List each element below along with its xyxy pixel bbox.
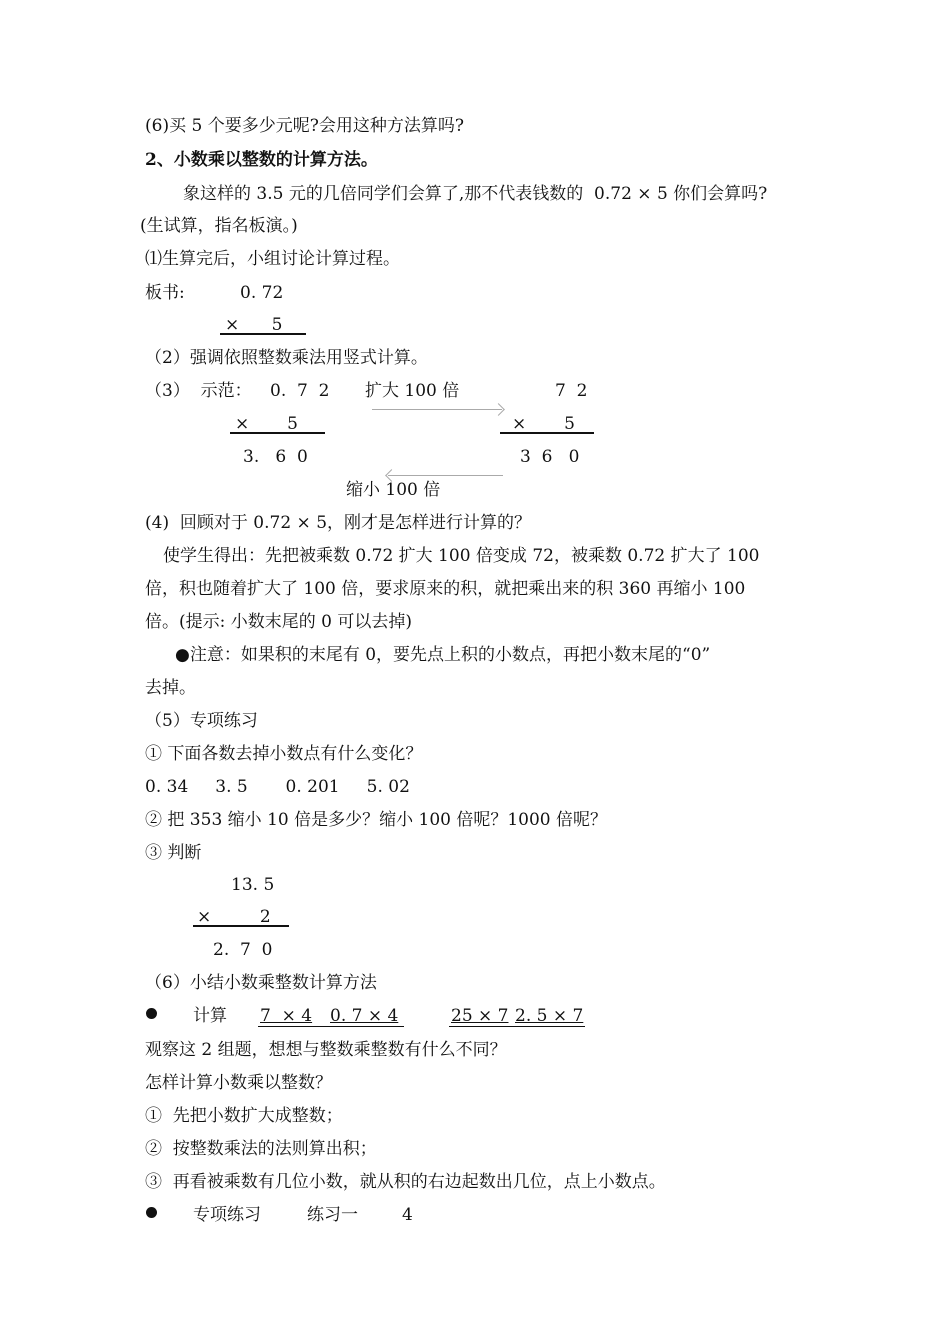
calc-expression: 25 × 7 xyxy=(451,1006,509,1026)
calc-expression: 0. 7 × 4 xyxy=(330,1006,399,1026)
shrink-label: 缩小 100 倍 xyxy=(346,480,441,500)
practice-number: 4 xyxy=(402,1205,413,1225)
paragraph-line: 观察这 2 组题，想想与整数乘整数有什么不同？ xyxy=(145,1040,507,1060)
section-heading-2: 2、小数乘以整数的计算方法。 xyxy=(145,150,378,170)
question-line-6: (6)买 5 个要多少元呢?会用这种方法算吗? xyxy=(145,116,464,136)
calc-expression: 2. 5 × 7 xyxy=(515,1006,584,1026)
calc-label: 计算 xyxy=(193,1006,227,1026)
practice-exercise: 练习一 xyxy=(307,1205,358,1225)
step-6-line: （6）小结小数乘整数计算方法 xyxy=(145,973,377,993)
left-arrow-icon xyxy=(388,475,503,476)
multiplicand: 0. 72 xyxy=(240,283,284,303)
calc-underline xyxy=(500,432,594,434)
step-2-line: （2）强调依照整数乘法用竖式计算。 xyxy=(145,348,428,368)
rule-2: ② 按整数乘法的法则算出积； xyxy=(145,1139,377,1159)
bullet-icon xyxy=(146,1207,157,1218)
rule-1: ① 先把小数扩大成整数； xyxy=(145,1106,343,1126)
calc-underline xyxy=(230,432,325,434)
step-1-line: ⑴生算完后，小组讨论计算过程。 xyxy=(145,249,400,269)
calc-underline xyxy=(220,333,306,335)
judge-product: 2. 7 0 xyxy=(213,940,273,960)
calc-underline xyxy=(193,925,289,927)
exercise-1: ① 下面各数去掉小数点有什么变化？ xyxy=(145,744,423,764)
board-label: 板书: xyxy=(145,283,185,303)
calc-expression: 7 × 4 xyxy=(260,1006,313,1026)
demo-int-multiplicand: 7 2 xyxy=(555,381,588,401)
practice-label: 专项练习 xyxy=(193,1205,261,1225)
paragraph-line: 倍，积也随着扩大了 100 倍，要求原来的积，就把乘出来的积 360 再缩小 100 xyxy=(145,579,746,599)
exercise-numbers: 0. 34 3. 5 0. 201 5. 02 xyxy=(145,777,410,797)
paragraph-line: 倍。(提示: 小数末尾的 0 可以去掉) xyxy=(145,612,413,632)
paragraph-line: (生试算，指名板演。) xyxy=(140,216,298,236)
enlarge-label: 扩大 100 倍 xyxy=(365,381,460,401)
multiplier: × 5 xyxy=(225,315,283,335)
demo-int-product: 3 6 0 xyxy=(520,447,580,467)
step-5-line: （5）专项练习 xyxy=(145,711,258,731)
demo-int-multiplier: × 5 xyxy=(512,414,575,434)
demo-multiplicand: 0. 7 2 xyxy=(270,381,330,401)
rule-3: ③ 再看被乘数有几位小数，就从积的右边起数出几位，点上小数点。 xyxy=(145,1172,666,1192)
right-arrow-icon xyxy=(372,409,502,410)
exercise-3: ③ 判断 xyxy=(145,843,202,863)
paragraph-line: 怎样计算小数乘以整数？ xyxy=(145,1073,332,1093)
paragraph-line: 去掉。 xyxy=(145,678,196,698)
step-3-label: （3） 示范： xyxy=(145,381,252,401)
paragraph-line: 象这样的 3.5 元的几倍同学们会算了,那不代表钱数的 0.72 × 5 你们会算吗? xyxy=(183,184,768,204)
judge-multiplier: × 2 xyxy=(197,907,271,927)
paragraph-line: 使学生得出：先把被乘数 0.72 扩大 100 倍变成 72，被乘数 0.72 扩大了 100 xyxy=(163,546,760,566)
bullet-icon xyxy=(146,1008,157,1019)
judge-multiplicand: 13. 5 xyxy=(231,875,275,895)
step-4-line: (4) 回顾对于 0.72 × 5，刚才是怎样进行计算的？ xyxy=(145,513,532,533)
note-line: ●注意：如果积的末尾有 0，要先点上积的小数点，再把小数末尾的“0” xyxy=(175,645,711,665)
demo-product: 3. 6 0 xyxy=(243,447,308,467)
calc-underline xyxy=(449,1026,585,1027)
calc-underline xyxy=(258,1026,404,1027)
demo-multiplier: × 5 xyxy=(235,414,298,434)
exercise-2: ② 把 353 缩小 10 倍是多少？缩小 100 倍呢？1000 倍呢？ xyxy=(145,810,608,830)
